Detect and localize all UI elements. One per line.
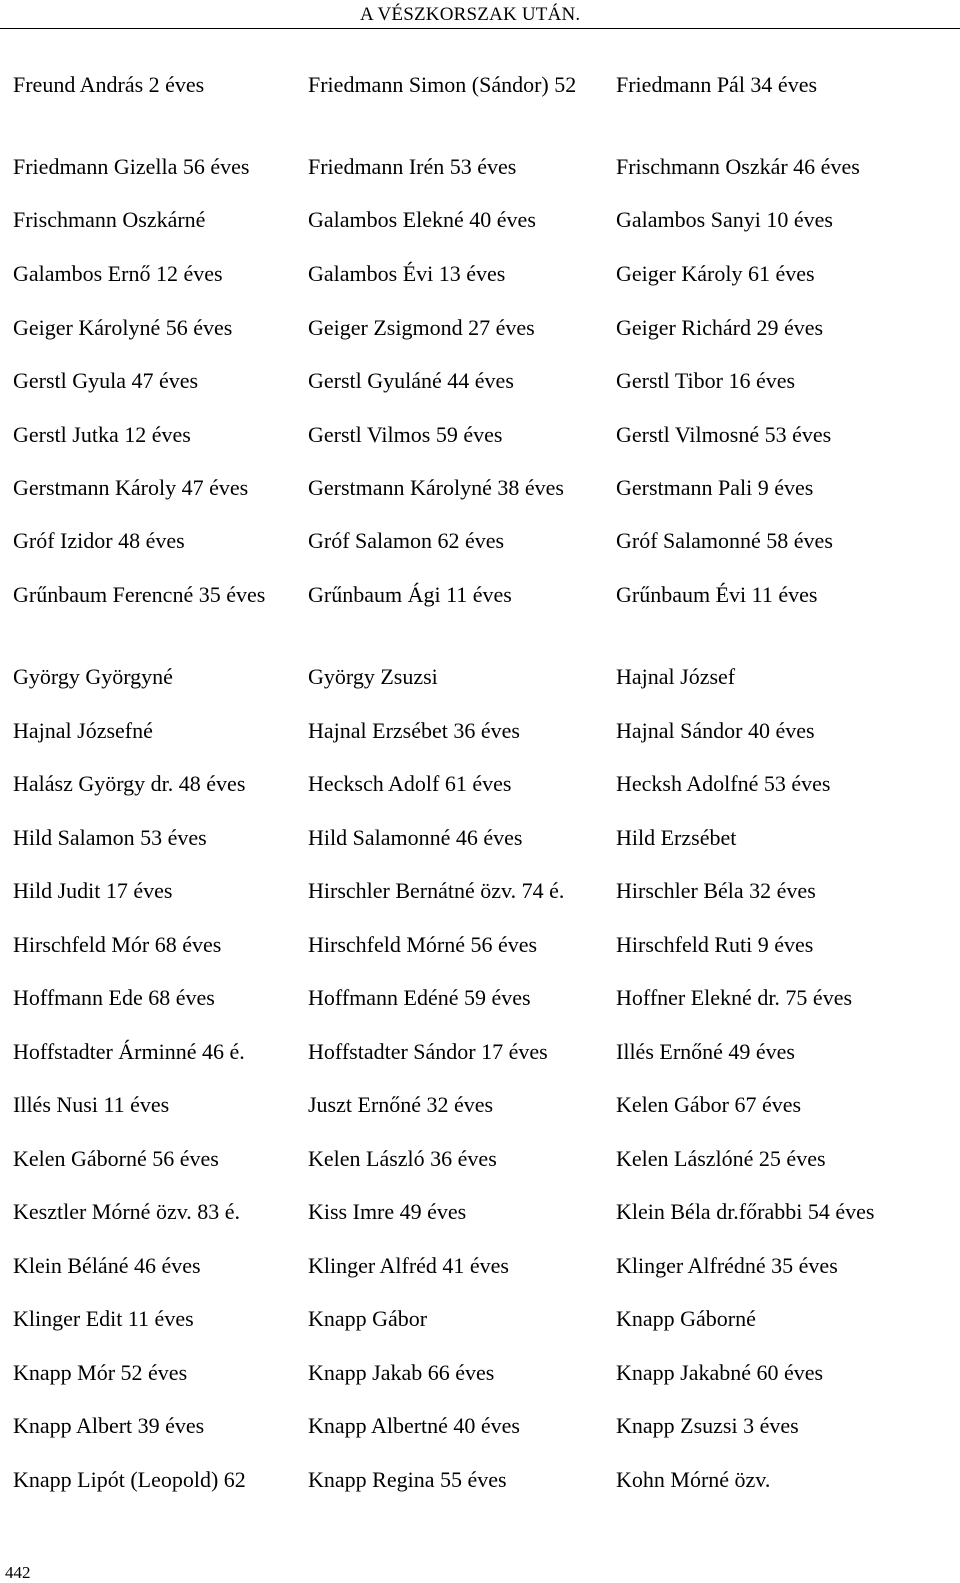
name-entry: Friedmann Pál 34 éves <box>616 72 818 97</box>
name-entry: Galambos Sanyi 10 éves <box>616 207 833 232</box>
name-entry: Kiss Imre 49 éves <box>308 1199 467 1224</box>
name-entry: Hirschler Béla 32 éves <box>616 878 816 903</box>
name-entry: Kelen Gáborné 56 éves <box>13 1146 219 1171</box>
name-entry: Knapp Jakab 66 éves <box>308 1360 495 1385</box>
name-entry: Freund András 2 éves <box>13 72 205 97</box>
name-entry: Galambos Évi 13 éves <box>308 261 506 286</box>
name-entry: Kohn Mórné özv. <box>616 1467 771 1492</box>
name-entry: Grűnbaum Ferencné 35 éves <box>13 582 266 607</box>
name-entry: Friedmann Irén 53 éves <box>308 154 517 179</box>
name-entry: Galambos Ernő 12 éves <box>13 261 223 286</box>
name-entry: Knapp Gábor <box>308 1306 428 1331</box>
name-entry: Halász György dr. 48 éves <box>13 771 246 796</box>
name-entry: Kelen László 36 éves <box>308 1146 497 1171</box>
name-entry: Hajnal Sándor 40 éves <box>616 718 815 743</box>
name-entry: Knapp Albert 39 éves <box>13 1413 205 1438</box>
name-entry: Gróf Salamon 62 éves <box>308 528 505 553</box>
name-entry: Klein Béláné 46 éves <box>13 1253 201 1278</box>
name-entry: Hoffmann Edéné 59 éves <box>308 985 531 1010</box>
name-entry: Geiger Károlyné 56 éves <box>13 315 233 340</box>
name-entry: Kesztler Mórné özv. 83 é. <box>13 1199 241 1224</box>
name-entry: Hirschfeld Mór 68 éves <box>13 932 222 957</box>
name-entry: Klein Béla dr.főrabbi 54 éves <box>616 1199 875 1224</box>
name-entry: György Györgyné <box>13 664 173 689</box>
name-entry: Hoffstadter Sándor 17 éves <box>308 1039 548 1064</box>
name-entry: Gerstmann Károly 47 éves <box>13 475 249 500</box>
name-entry: Grűnbaum Évi 11 éves <box>616 582 818 607</box>
name-entry: Hajnal Erzsébet 36 éves <box>308 718 520 743</box>
page-number: 442 <box>5 1563 31 1582</box>
name-entry: Hoffmann Ede 68 éves <box>13 985 215 1010</box>
name-entry: Gerstl Tibor 16 éves <box>616 368 796 393</box>
name-entry: Friedmann Gizella 56 éves <box>13 154 250 179</box>
name-entry: Hirschfeld Mórné 56 éves <box>308 932 538 957</box>
name-entry: Gerstl Jutka 12 éves <box>13 422 191 447</box>
name-entry: Grűnbaum Ági 11 éves <box>308 582 512 607</box>
name-entry: Hild Salamonné 46 éves <box>308 825 523 850</box>
name-entry: Gerstmann Károlyné 38 éves <box>308 475 564 500</box>
name-entry: Hild Salamon 53 éves <box>13 825 207 850</box>
name-entry: Illés Nusi 11 éves <box>13 1092 170 1117</box>
name-entry: Geiger Zsigmond 27 éves <box>308 315 535 340</box>
name-entry: Knapp Zsuzsi 3 éves <box>616 1413 799 1438</box>
name-entry: Gerstl Vilmos 59 éves <box>308 422 503 447</box>
name-entry: Hoffstadter Árminné 46 é. <box>13 1039 245 1064</box>
name-entry: Klinger Edit 11 éves <box>13 1306 194 1331</box>
name-entry: Geiger Richárd 29 éves <box>616 315 824 340</box>
name-entry: Knapp Mór 52 éves <box>13 1360 188 1385</box>
name-entry: Gerstl Vilmosné 53 éves <box>616 422 832 447</box>
name-entry: Hajnal József <box>616 664 736 689</box>
name-entry: Gróf Izidor 48 éves <box>13 528 185 553</box>
name-entry: Frischmann Oszkárné <box>13 207 206 232</box>
name-entry: Hirschler Bernátné özv. 74 é. <box>308 878 565 903</box>
page-header <box>0 0 960 29</box>
name-entry: Gerstl Gyuláné 44 éves <box>308 368 514 393</box>
name-entry: Hecksch Adolf 61 éves <box>308 771 512 796</box>
name-entry: Knapp Albertné 40 éves <box>308 1413 520 1438</box>
name-entry: Knapp Regina 55 éves <box>308 1467 507 1492</box>
name-entry: Knapp Jakabné 60 éves <box>616 1360 824 1385</box>
name-entry: Hoffner Elekné dr. 75 éves <box>616 985 853 1010</box>
name-entry: Illés Ernőné 49 éves <box>616 1039 795 1064</box>
name-entry: Knapp Gáborné <box>616 1306 756 1331</box>
name-entry: Knapp Lipót (Leopold) 62 <box>13 1467 246 1492</box>
name-entry: Hild Erzsébet <box>616 825 737 850</box>
name-entry: Frischmann Oszkár 46 éves <box>616 154 860 179</box>
name-entry: Hirschfeld Ruti 9 éves <box>616 932 814 957</box>
name-entry: Juszt Ernőné 32 éves <box>308 1092 494 1117</box>
name-entry: Kelen Gábor 67 éves <box>616 1092 802 1117</box>
name-entry: Geiger Károly 61 éves <box>616 261 815 286</box>
name-entry: Klinger Alfrédné 35 éves <box>616 1253 838 1278</box>
name-entry: Hecksh Adolfné 53 éves <box>616 771 831 796</box>
name-entry: Friedmann Simon (Sándor) 52 <box>308 72 577 97</box>
name-entry: Gerstmann Pali 9 éves <box>616 475 814 500</box>
name-entry: Hajnal Józsefné <box>13 718 153 743</box>
name-entry: György Zsuzsi <box>308 664 438 689</box>
name-entry: Hild Judit 17 éves <box>13 878 173 903</box>
name-entry: Gróf Salamonné 58 éves <box>616 528 833 553</box>
name-entry: Kelen Lászlóné 25 éves <box>616 1146 826 1171</box>
name-entry: Galambos Elekné 40 éves <box>308 207 536 232</box>
name-entry: Klinger Alfréd 41 éves <box>308 1253 509 1278</box>
page-header-title: A VÉSZKORSZAK UTÁN. <box>360 4 581 25</box>
name-entry: Gerstl Gyula 47 éves <box>13 368 199 393</box>
